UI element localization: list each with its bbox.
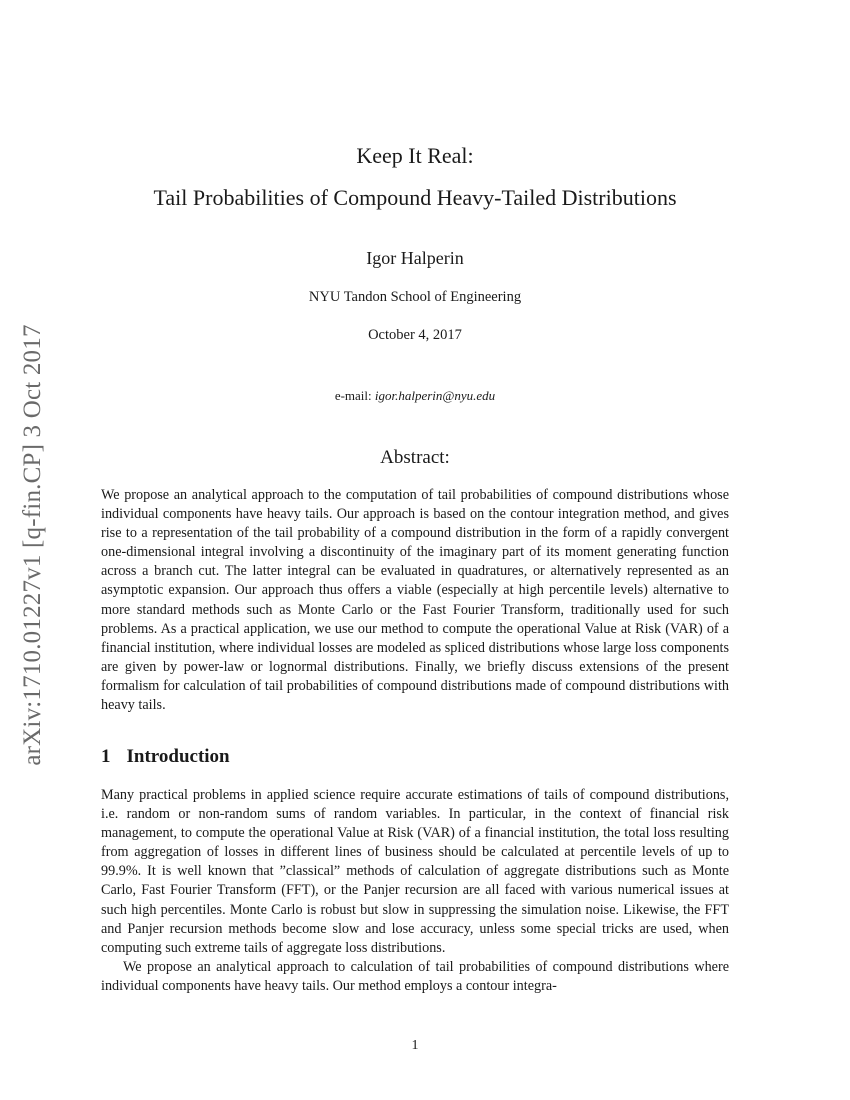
introduction-body — [101, 786, 729, 996]
section-title: Introduction — [126, 746, 230, 767]
author-name: Igor Halperin — [366, 248, 464, 268]
paper-title-line1: Keep It Real: — [356, 143, 474, 168]
arxiv-sidebar — [8, 295, 58, 795]
intro-paragraph: We propose an analytical approach to calculation of tail probabilities of compound distributions where individual components have heavy tails. Our method employs a contour integra- — [101, 958, 729, 994]
page-number: 1 — [411, 1038, 419, 1053]
arxiv-identifier: arXiv:1710.01227v1 [q-fin.CP] 3 Oct 2017 — [19, 324, 46, 766]
author-affiliation: NYU Tandon School of Engineering — [308, 289, 522, 305]
paper-date: October 4, 2017 — [368, 327, 462, 343]
abstract-heading: Abstract: — [380, 447, 450, 468]
intro-paragraph: Many practical problems in applied science require accurate estimations of tails of compound distributions, i.e. random or non-random sums of random variables. In particular, in the context of financial risk management, to compute the operational Value at Risk (VAR) of a financial institution, the total loss resulting from aggregation of losses in different lines of business should be calculated at percentile levels of up to 99.9%. It is well known that ”classical” methods of calculation of aggregate distributions such as Monte Carlo, Fast Fourier Transform (FFT), or the Panjer recursion are all faced with various numerical issues at such high percentiles. Monte Carlo is robust but slow in suppressing the simulation noise. Likewise, the FFT and Panjer recursion methods become slow and lose accuracy, unless some special tricks are used, when computing such extreme tails of aggregate loss distributions. — [101, 787, 729, 956]
paper-title-line2: Tail Probabilities of Compound Heavy-Tailed Distributions — [153, 185, 677, 210]
email-address: igor.halperin@nyu.edu — [374, 388, 496, 403]
section-number: 1 — [101, 746, 111, 767]
abstract-text: We propose an analytical approach to the computation of tail probabilities of compound distributions whose individual components have heavy tails. Our approach is based on the contour integration method, and gives rise to a representation of the tail probability of a compound distribution in the form of a rapidly convergent one-dimensional integral involving a discontinuity of the imaginary part of its moment generating function across a branch cut. The latter integral can be evaluated in quadratures, or alternatively represented as an asymptotic expansion. Our approach thus offers a viable (especially at high percentile levels) alternative to more standard methods such as Monte Carlo or the Fast Fourier Transform, traditionally used for such problems. As a practical application, we use our method to compute the operational Value at Risk (VAR) of a financial institution, where individual losses are modeled as spliced distributions whose large loss components are given by power-law or lognormal distributions. Finally, we briefly discuss extensions of the present formalism for calculation of tail probabilities of compound distributions made of compound distributions with heavy tails. — [101, 487, 729, 714]
email-label: e-mail: — [334, 388, 375, 403]
author-email — [0, 388, 830, 404]
section-heading — [101, 746, 230, 768]
